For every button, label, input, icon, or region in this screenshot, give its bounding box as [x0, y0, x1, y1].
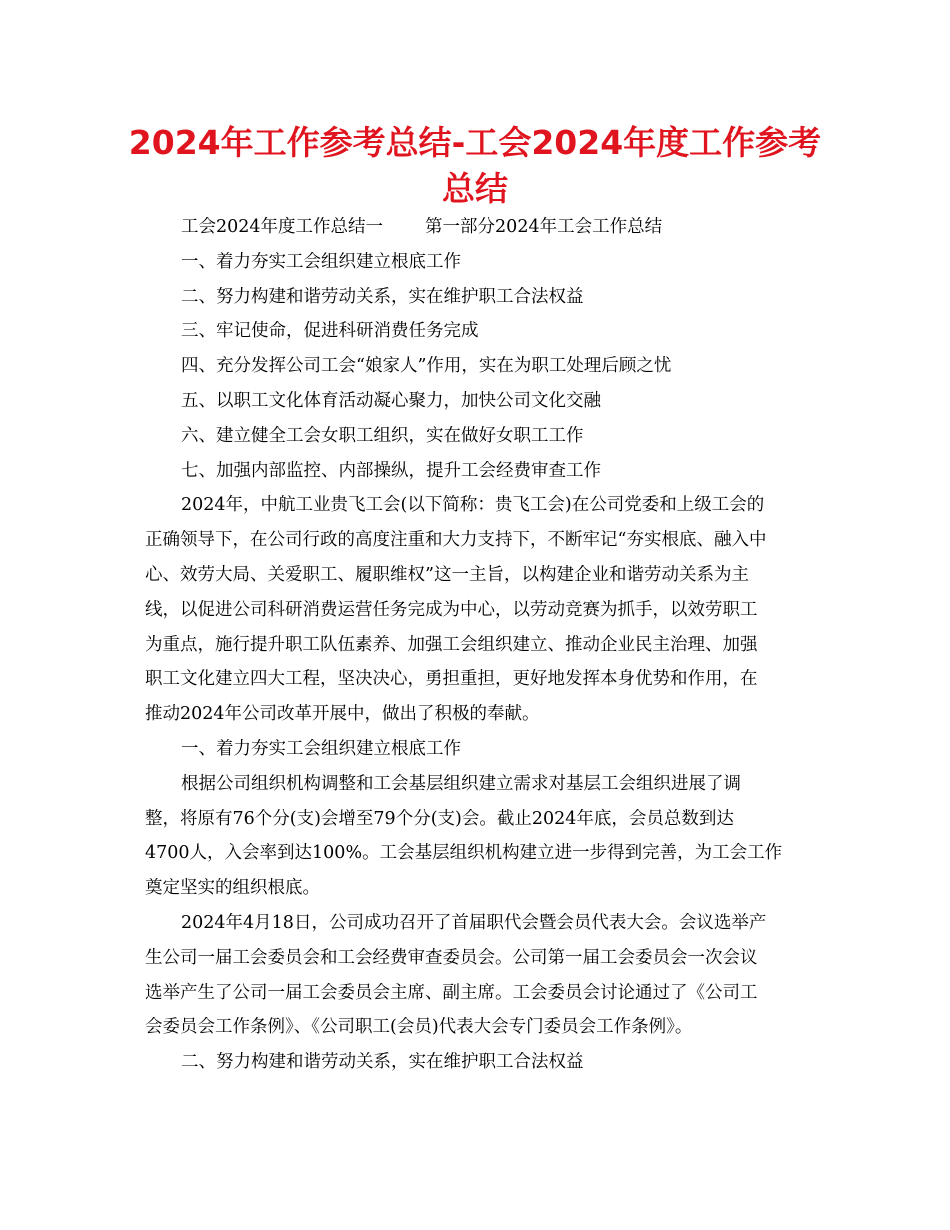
paragraph-organization — [145, 767, 810, 906]
paragraph-line: 2024年4月18日，公司成功召开了首届职代会暨会员代表大会。会议选举产 — [181, 912, 767, 933]
intro-right: 第一部分2024年工会工作总结 — [425, 217, 663, 237]
paragraph-line: 线，以促进公司科研消费运营任务完成为中心，以劳动竞赛为抓手，以效劳职工 — [145, 599, 758, 620]
paragraph-line: 心、效劳大局、关爱职工、履职维权”这一主旨，以构建企业和谐劳动关系为主 — [145, 564, 749, 585]
outline-item: 五、以职工文化体育活动凝心聚力，加快公司文化交融 — [181, 390, 601, 411]
paragraph-line: 会委员会工作条例》、《公司职工(会员)代表大会专门委员会工作条例》。 — [145, 1017, 693, 1038]
paragraph-line: 为重点，施行提升职工队伍素养、加强工会组织建立、推动企业民主治理、加强 — [145, 634, 758, 655]
intro-line — [145, 210, 810, 245]
paragraph-summary — [145, 488, 810, 732]
paragraph-congress — [145, 906, 810, 1045]
intro-left: 工会2024年度工作总结一 — [181, 217, 384, 237]
outline-item: 三、牢记使命，促进科研消费任务完成 — [181, 321, 479, 342]
paragraph-line: 正确领导下，在公司行政的高度注重和大力支持下，不断牢记“夯实根底、融入中 — [145, 530, 767, 551]
paragraph-line: 生公司一届工会委员会和工会经费审查委员会。公司第一届工会委员会一次会议 — [145, 947, 758, 968]
paragraph-line: 根据公司组织机构调整和工会基层组织建立需求对基层工会组织进展了调 — [181, 773, 741, 794]
paragraph-line: 选举产生了公司一届工会委员会主席、副主席。工会委员会讨论通过了《公司工 — [145, 982, 758, 1003]
paragraph-line: 职工文化建立四大工程，坚决决心，勇担重担，更好地发挥本身优势和作用，在 — [145, 669, 758, 690]
document-title-line-2: 总结 — [442, 169, 508, 208]
document-body — [145, 210, 810, 1080]
outline-item: 二、努力构建和谐劳动关系，实在维护职工合法权益 — [181, 286, 584, 307]
section-heading-2: 二、努力构建和谐劳动关系，实在维护职工合法权益 — [181, 1052, 584, 1073]
paragraph-line: 整，将原有76个分(支)会增至79个分(支)会。截止2024年底，会员总数到达 — [145, 808, 734, 829]
section-heading-1: 一、着力夯实工会组织建立根底工作 — [181, 738, 461, 759]
outline-item: 六、建立健全工会女职工组织，实在做好女职工工作 — [181, 425, 584, 446]
paragraph-line: 4700人，入会率到达100%。工会基层组织机构建立进一步得到完善，为工会工作 — [145, 843, 783, 864]
outline-item: 四、充分发挥公司工会“娘家人”作用，实在为职工处理后顾之忧 — [181, 356, 672, 377]
document-title-line-1: 2024年工作参考总结-工会2024年度工作参考 — [128, 123, 822, 162]
outline-item: 七、加强内部监控、内部操纵，提升工会经费审查工作 — [181, 460, 601, 481]
outline-item: 一、着力夯实工会组织建立根底工作 — [181, 251, 461, 272]
paragraph-line: 2024年，中航工业贵飞工会(以下简称：贵飞工会)在公司党委和上级工会的 — [181, 495, 765, 516]
paragraph-line: 奠定坚实的组织根底。 — [145, 878, 320, 899]
paragraph-line: 推动2024年公司改革开展中，做出了积极的奉献。 — [145, 704, 540, 725]
